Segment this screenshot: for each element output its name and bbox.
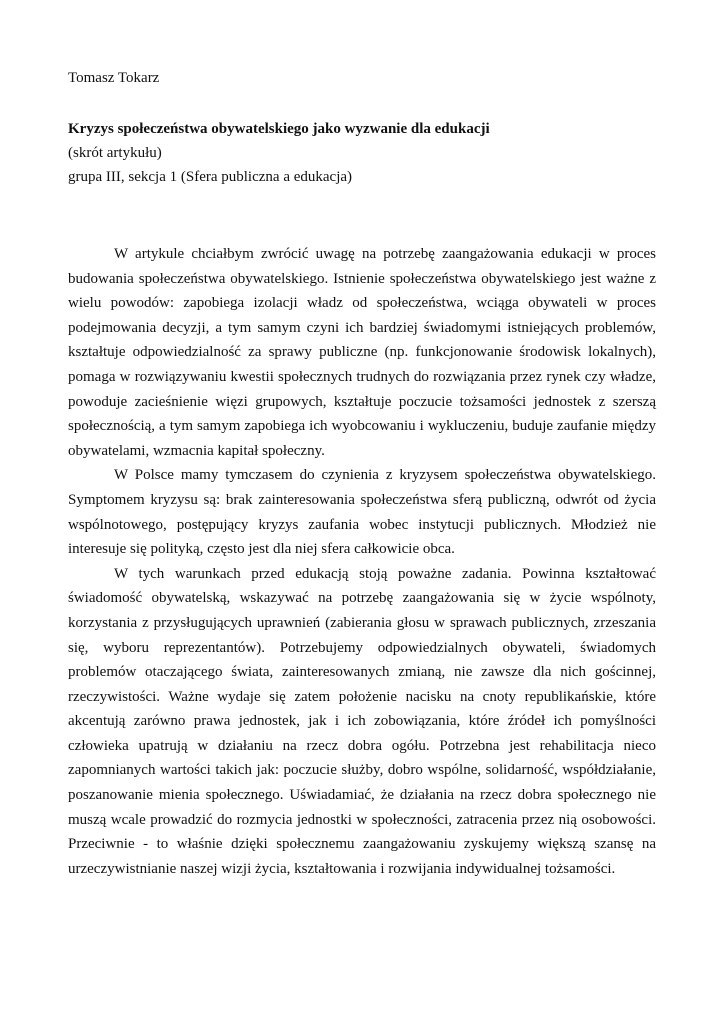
paragraph-1: W artykule chciałbym zwrócić uwagę na potrzebę zaangażowania edukacji w proces budowania społeczeństwa obywatelskiego. Istnienie społeczeństwa obywatelskiego jest ważne z wielu powodów: zapobiega izolacji władz od społeczeństwa, wciąga obywateli w proces podejmowania decyzji, a tym samym czyni ich bardziej świadomymi istniejących problemów, kształtuje odpowiedzialność za sprawy publiczne (np. funkcjonowanie środowisk lokalnych), pomaga w rozwiązywaniu kwestii społecznych trudnych do rozwiązania przez rynek czy władze, powoduje zacieśnienie więzi grupowych, kształtuje poczucie tożsamości jednostek z szerszą społecznością, a tym samym zapobiega ich wyobcowaniu i wykluczeniu, buduje zaufanie między obywatelami, wzmacnia kapitał społeczny. [68, 246, 656, 459]
author-name: Tomasz Tokarz [68, 70, 160, 86]
section-label: grupa III, sekcja 1 (Sfera publiczna a edukacja) [68, 169, 353, 185]
article-title: Kryzys społeczeństwa obywatelskiego jako wyzwanie dla edukacji [68, 121, 490, 137]
paragraph-2: W Polsce mamy tymczasem do czynienia z kryzysem społeczeństwa obywatelskiego. Symptomem kryzysu są: brak zainteresowania społeczeństwa sferą publiczną, odwrót od życia wspólnotowego, postępujący kryzys zaufania wobec instytucji publicznych. Młodzież nie interesuje się polityką, często jest dla niej sfera całkowicie obca. [68, 467, 656, 558]
paragraph-3: W tych warunkach przed edukacją stoją poważne zadania. Powinna kształtować świadomość obywatelską, wskazywać na potrzebę zaangażowania się w życie wspólnoty, korzystania z przysługujących uprawnień (zabierania głosu w sprawach publicznych, zrzeszania się, wyboru reprezentantów). Potrzebujemy odpowiedzialnych obywateli, świadomych problemów otaczającego świata, zainteresowanych zmianą, nie zawsze dla nich gościnnej, rzeczywistości. Ważne wydaje się zatem położenie nacisku na cnoty republikańskie, które akcentują zarówno prawa jednostek, jak i ich zobowiązania, które źródeł ich pomyślności człowieka upatrują w działaniu na rzecz dobra ogółu. Potrzebna jest rehabilitacja nieco zapomnianych wartości takich jak: poczucie służby, dobro wspólne, solidarność, współdziałanie, poszanowanie mienia społecznego. Uświadamiać, że działania na rzecz dobra społecznego nie muszą wcale prowadzić do rozmycia jednostki w społeczności, zatracenia przez nią osobowości. Przeciwnie - to właśnie dzięki społecznemu zaangażowaniu zyskujemy większą szansę na urzeczywistnianie naszej wizji życia, kształtowania i rozwijania indywidualnej tożsamości. [68, 565, 656, 877]
spacer [68, 189, 656, 242]
article-subtitle: (skrót artykułu) [68, 145, 162, 161]
